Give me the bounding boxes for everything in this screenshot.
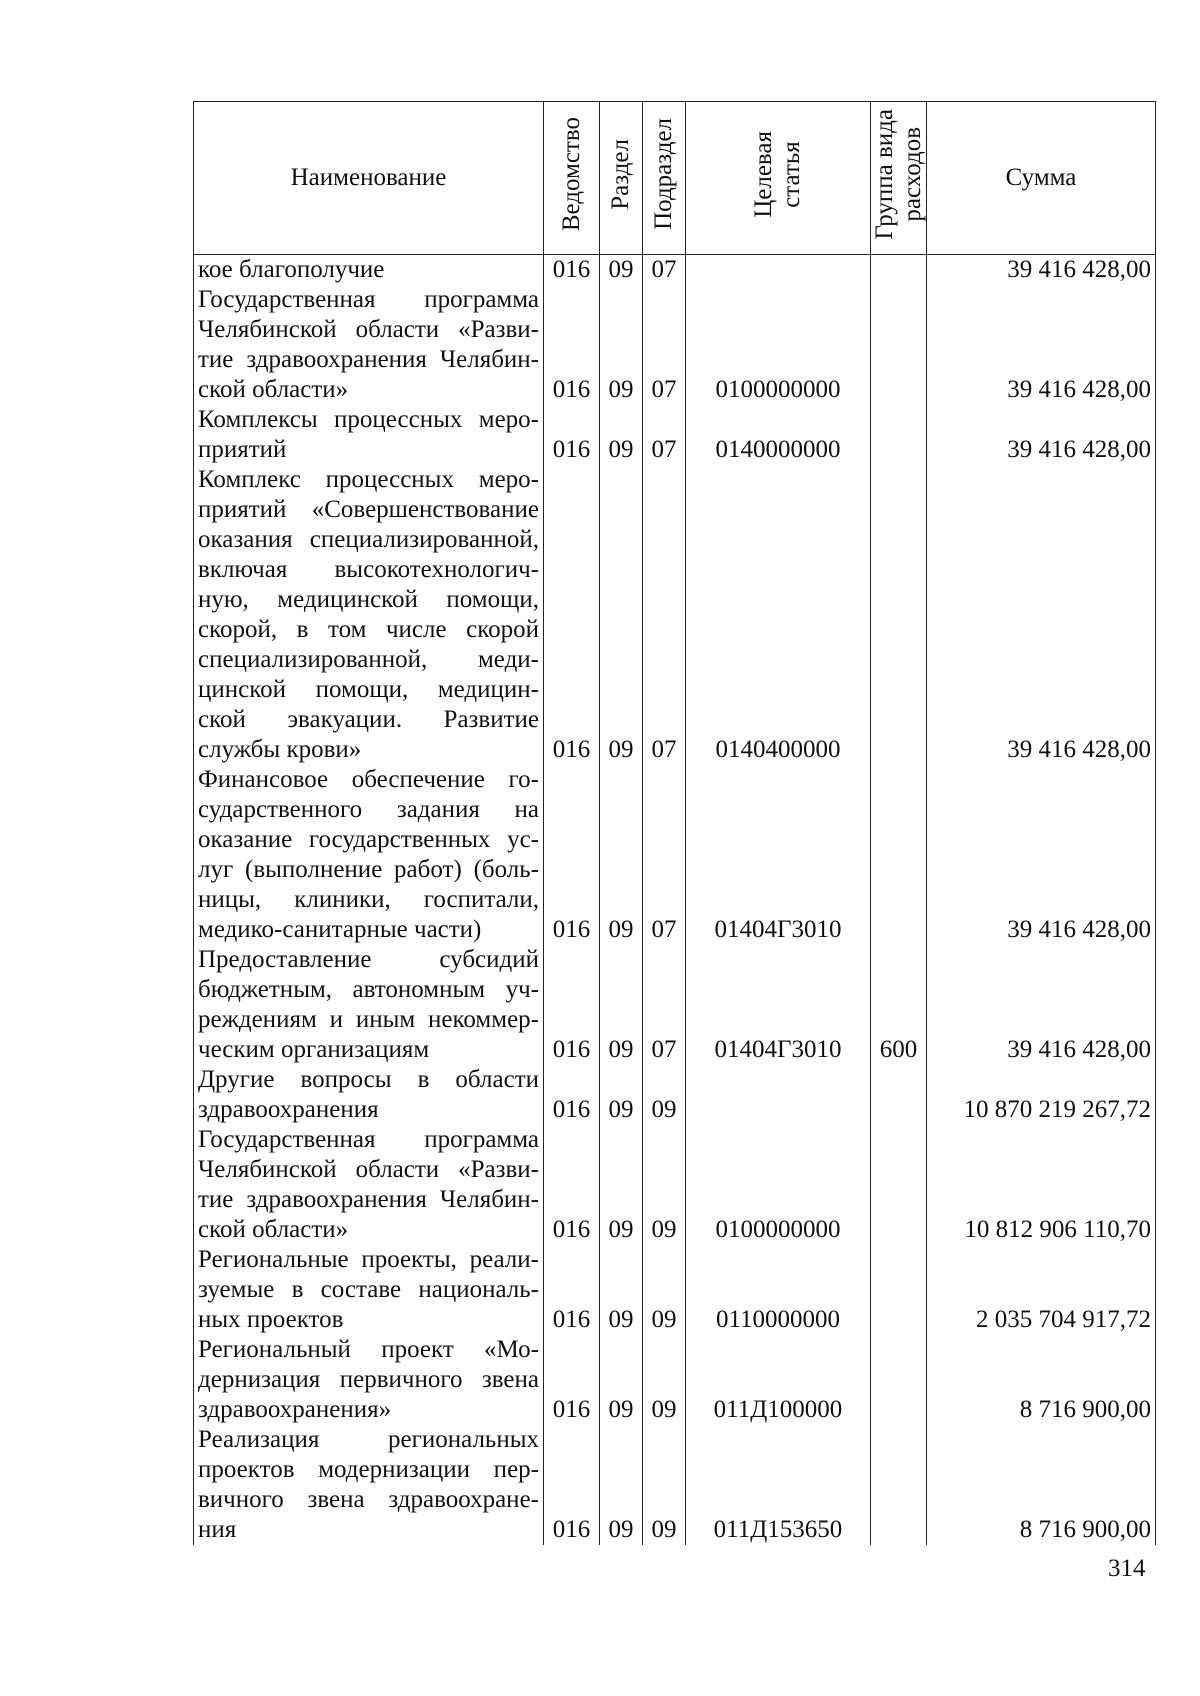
cell-department: 016 [544,465,600,765]
cell-expense-group [871,1245,927,1335]
cell-target-article: 01404Г3010 [686,765,871,945]
cell-name: Государственная программа Челябинской области «Разви-тие здравоохранения Челябин-ской области» [194,285,544,405]
cell-subsection: 09 [643,1125,686,1245]
cell-expense-group [871,255,927,286]
cell-expense-group [871,1425,927,1545]
table-row [194,465,1156,765]
table-row [194,255,1156,286]
cell-expense-group [871,1125,927,1245]
cell-subsection: 07 [643,945,686,1065]
cell-section: 09 [600,405,643,465]
cell-sum: 8 716 900,00 [927,1425,1156,1545]
cell-target-article: 011Д153650 [686,1425,871,1545]
cell-expense-group [871,765,927,945]
cell-section: 09 [600,1125,643,1245]
cell-expense-group [871,285,927,405]
table-row [194,405,1156,465]
cell-sum: 39 416 428,00 [927,765,1156,945]
cell-section: 09 [600,285,643,405]
header-expense-group: Группа вида расходов [871,102,927,255]
cell-name: Финансовое обеспечение го-сударственного задания на оказание государственных ус-луг (выполнение работ) (боль-ницы, клиники, госпитали, медико-санитарные части) [194,765,544,945]
cell-name: Региональные проекты, реали-зуемые в составе националь-ных проектов [194,1245,544,1335]
cell-target-article: 01404Г3010 [686,945,871,1065]
cell-name: кое благополучие [194,255,544,286]
cell-department: 016 [544,1065,600,1125]
cell-name: Комплексы процессных меро-приятий [194,405,544,465]
cell-target-article: 0140000000 [686,405,871,465]
cell-sum: 39 416 428,00 [927,285,1156,405]
cell-expense-group [871,1335,927,1425]
cell-section: 09 [600,1245,643,1335]
cell-name: Региональный проект «Мо-дернизация первичного звена здравоохранения» [194,1335,544,1425]
cell-section: 09 [600,465,643,765]
cell-section: 09 [600,1335,643,1425]
cell-section: 09 [600,1065,643,1125]
cell-subsection: 09 [643,1335,686,1425]
cell-subsection: 09 [643,1245,686,1335]
page-number: 314 [1108,1555,1146,1582]
table-row [194,765,1156,945]
cell-department: 016 [544,765,600,945]
cell-subsection: 07 [643,465,686,765]
cell-name: Другие вопросы в области здравоохранения [194,1065,544,1125]
cell-section: 09 [600,945,643,1065]
cell-sum: 8 716 900,00 [927,1335,1156,1425]
header-subsection: Подраздел [643,102,686,255]
cell-target-article: 0110000000 [686,1245,871,1335]
cell-subsection: 07 [643,285,686,405]
table-row [194,1125,1156,1245]
cell-subsection: 07 [643,255,686,286]
cell-sum: 10 870 219 267,72 [927,1065,1156,1125]
header-name: Наименование [194,102,544,255]
table-body [194,255,1156,1546]
budget-table [193,101,1156,1545]
header-target-article: Целевая статья [686,102,871,255]
cell-subsection: 09 [643,1425,686,1545]
cell-department: 016 [544,1425,600,1545]
table-row [194,285,1156,405]
cell-department: 016 [544,255,600,286]
header-sum: Сумма [927,102,1156,255]
cell-sum: 39 416 428,00 [927,465,1156,765]
cell-target-article [686,1065,871,1125]
cell-sum: 2 035 704 917,72 [927,1245,1156,1335]
cell-name: Комплекс процессных меро-приятий «Совершенствование оказания специализированной, включая высокотехнологич-ную, медицинской помощи, скорой, в том числе скорой специализированной, меди-цинской помощи, медицин-ской эвакуации. Развитие службы крови» [194,465,544,765]
cell-section: 09 [600,1425,643,1545]
cell-target-article: 0140400000 [686,465,871,765]
cell-department: 016 [544,1125,600,1245]
cell-name: Государственная программа Челябинской области «Разви-тие здравоохранения Челябин-ской области» [194,1125,544,1245]
table-header-row [194,102,1156,255]
cell-subsection: 07 [643,765,686,945]
cell-section: 09 [600,255,643,286]
cell-target-article [686,255,871,286]
cell-name: Реализация региональных проектов модернизации пер-вичного звена здравоохране-ния [194,1425,544,1545]
table-row [194,1245,1156,1335]
cell-target-article: 011Д100000 [686,1335,871,1425]
cell-department: 016 [544,405,600,465]
table-row [194,945,1156,1065]
cell-expense-group [871,465,927,765]
cell-sum: 39 416 428,00 [927,255,1156,286]
cell-target-article: 0100000000 [686,1125,871,1245]
cell-department: 016 [544,1245,600,1335]
cell-department: 016 [544,1335,600,1425]
cell-expense-group: 600 [871,945,927,1065]
header-department: Ведомство [544,102,600,255]
cell-department: 016 [544,285,600,405]
cell-expense-group [871,1065,927,1125]
table-row [194,1425,1156,1545]
cell-expense-group [871,405,927,465]
header-section: Раздел [600,102,643,255]
cell-department: 016 [544,945,600,1065]
cell-subsection: 07 [643,405,686,465]
table-row [194,1065,1156,1125]
table-row [194,1335,1156,1425]
cell-subsection: 09 [643,1065,686,1125]
cell-target-article: 0100000000 [686,285,871,405]
cell-sum: 10 812 906 110,70 [927,1125,1156,1245]
cell-section: 09 [600,765,643,945]
cell-sum: 39 416 428,00 [927,405,1156,465]
cell-sum: 39 416 428,00 [927,945,1156,1065]
cell-name: Предоставление субсидий бюджетным, автономным уч-реждениям и иным некоммер-ческим организациям [194,945,544,1065]
